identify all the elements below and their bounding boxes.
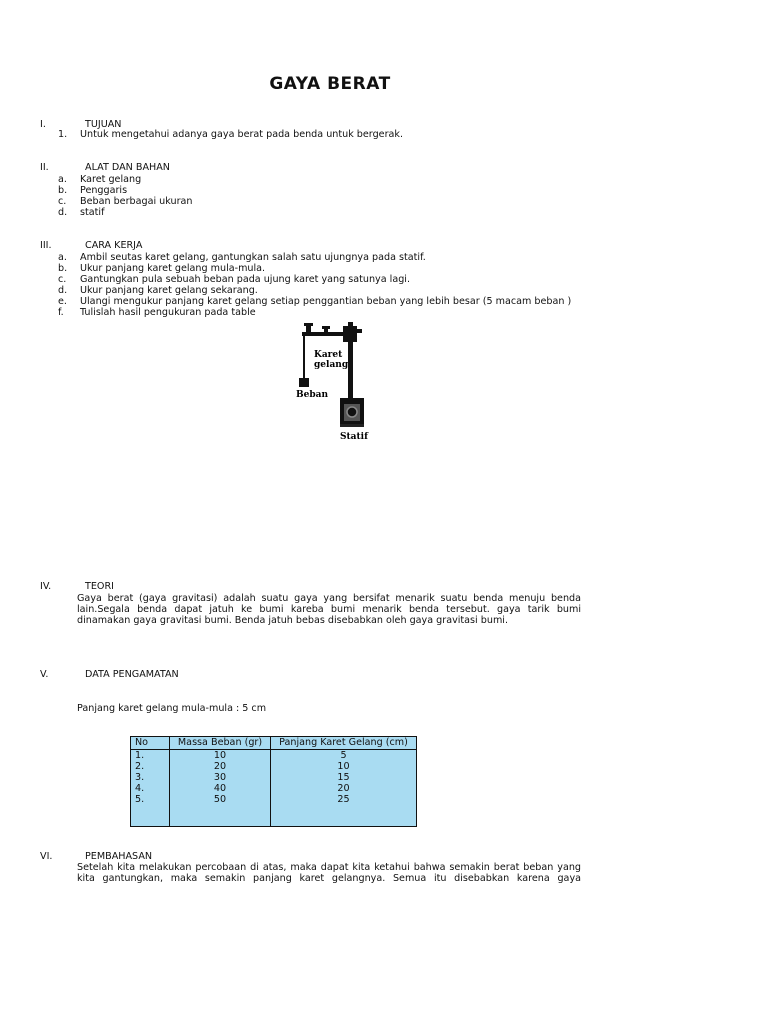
teori-line: Gaya berat (gaya gravitasi) adalah suatu gaya yang bersifat menarik suatu benda menuju benda bbox=[77, 593, 581, 604]
cell-value: 2. bbox=[135, 761, 145, 772]
item-text: Untuk mengetahui adanya gaya berat pada benda untuk bergerak. bbox=[80, 129, 403, 140]
label-beban: Beban bbox=[296, 390, 329, 400]
section-label: CARA KERJA bbox=[85, 240, 143, 251]
item-marker: b. bbox=[58, 185, 68, 196]
label-statif: Statif bbox=[340, 432, 368, 442]
label-gelang: gelang bbox=[314, 360, 349, 370]
beban-weight bbox=[299, 378, 309, 387]
table-cell bbox=[170, 750, 271, 827]
item-text: Beban berbagai ukuran bbox=[80, 196, 193, 207]
item-text: Tulislah hasil pengukuran pada table bbox=[80, 307, 256, 318]
item-text: Penggaris bbox=[80, 185, 128, 196]
section-number: III. bbox=[40, 240, 52, 251]
teori-line: dinamakan gaya gravitasi bumi. Benda jatuh bebas disebabkan oleh gaya gravitasi bumi. bbox=[77, 615, 509, 626]
rod-clamp-knob bbox=[322, 326, 330, 329]
item-text: Ambil seutas karet gelang, gantungkan salah satu ujungnya pada statif. bbox=[80, 252, 426, 263]
item-text: Ukur panjang karet gelang sekarang. bbox=[80, 285, 258, 296]
item-text: Karet gelang bbox=[80, 174, 142, 185]
teori-line: lain.Segala benda dapat jatuh ke bumi kareba bumi menarik benda tersebut. gaya tarik bumi bbox=[77, 604, 581, 615]
table-cell bbox=[271, 750, 417, 827]
item-text: Ulangi mengukur panjang karet gelang setiap penggantian beban yang lebih besar (5 macam beban ) bbox=[80, 296, 572, 307]
table-header-row bbox=[131, 737, 417, 750]
cell-value: 1. bbox=[135, 750, 145, 761]
table-header: Panjang Karet Gelang (cm) bbox=[271, 737, 417, 750]
section-label: DATA PENGAMATAN bbox=[85, 669, 179, 680]
pembahasan-line: Setelah kita melakukan percobaan di atas, maka dapat kita ketahui bahwa semakin berat beban yang bbox=[77, 862, 581, 873]
table-header: No bbox=[131, 737, 170, 750]
cell-value: 3. bbox=[135, 772, 145, 783]
cell-value: 20 bbox=[337, 783, 350, 794]
joint-screw bbox=[356, 329, 362, 333]
pembahasan-line: kita gantungkan, maka semakin panjang karet gelangnya. Semua itu disebabkan karena gaya bbox=[77, 873, 581, 884]
vertical-pole bbox=[348, 322, 353, 410]
cell-value: 30 bbox=[213, 772, 227, 783]
table-body bbox=[131, 750, 417, 827]
cell-value: 50 bbox=[213, 794, 227, 805]
cell-value: 10 bbox=[213, 750, 227, 761]
cell-value: 20 bbox=[213, 761, 227, 772]
item-marker: a. bbox=[58, 174, 67, 185]
label-karet: Karet bbox=[314, 350, 343, 360]
item-marker: c. bbox=[58, 196, 67, 207]
item-marker: d. bbox=[58, 285, 68, 296]
cell-value: 15 bbox=[337, 772, 350, 783]
section-number: I. bbox=[40, 119, 46, 130]
cell-value: 5 bbox=[340, 750, 347, 761]
cell-value: 5. bbox=[135, 794, 145, 805]
item-marker: d. bbox=[58, 207, 68, 218]
stand-base-foot bbox=[340, 424, 364, 427]
section-label: TUJUAN bbox=[85, 119, 122, 130]
item-marker: 1. bbox=[58, 129, 68, 140]
section-number: V. bbox=[40, 669, 49, 680]
statif-apparatus-figure bbox=[290, 318, 380, 446]
section-number: II. bbox=[40, 162, 49, 173]
section-number: VI. bbox=[40, 851, 53, 862]
section-label: TEORI bbox=[85, 581, 114, 592]
item-marker: b. bbox=[58, 263, 68, 274]
observation-table bbox=[130, 736, 417, 827]
cell-value: 10 bbox=[337, 761, 350, 772]
table-header: Massa Beban (gr) bbox=[170, 737, 271, 750]
item-marker: e. bbox=[58, 296, 67, 307]
stand-base-knob bbox=[347, 407, 357, 417]
section-label: PEMBAHASAN bbox=[85, 851, 153, 862]
item-text: Gantungkan pula sebuah beban pada ujung karet yang satunya lagi. bbox=[80, 274, 411, 285]
cell-value: 25 bbox=[337, 794, 350, 805]
item-marker: c. bbox=[58, 274, 67, 285]
rod-clamp bbox=[306, 325, 311, 333]
cell-value: 40 bbox=[213, 783, 227, 794]
page-title: GAYA BERAT bbox=[269, 74, 391, 94]
rod-clamp-knob bbox=[304, 323, 313, 326]
table-cell bbox=[131, 750, 170, 827]
section-label: ALAT DAN BAHAN bbox=[85, 162, 170, 173]
section-number: IV. bbox=[40, 581, 52, 592]
item-marker: a. bbox=[58, 252, 67, 263]
item-marker: f. bbox=[58, 307, 64, 318]
item-text: Ukur panjang karet gelang mula-mula. bbox=[80, 263, 266, 274]
initial-length-text: Panjang karet gelang mula-mula : 5 cm bbox=[77, 703, 267, 714]
cell-value: 4. bbox=[135, 783, 145, 794]
item-text: statif bbox=[80, 207, 105, 218]
